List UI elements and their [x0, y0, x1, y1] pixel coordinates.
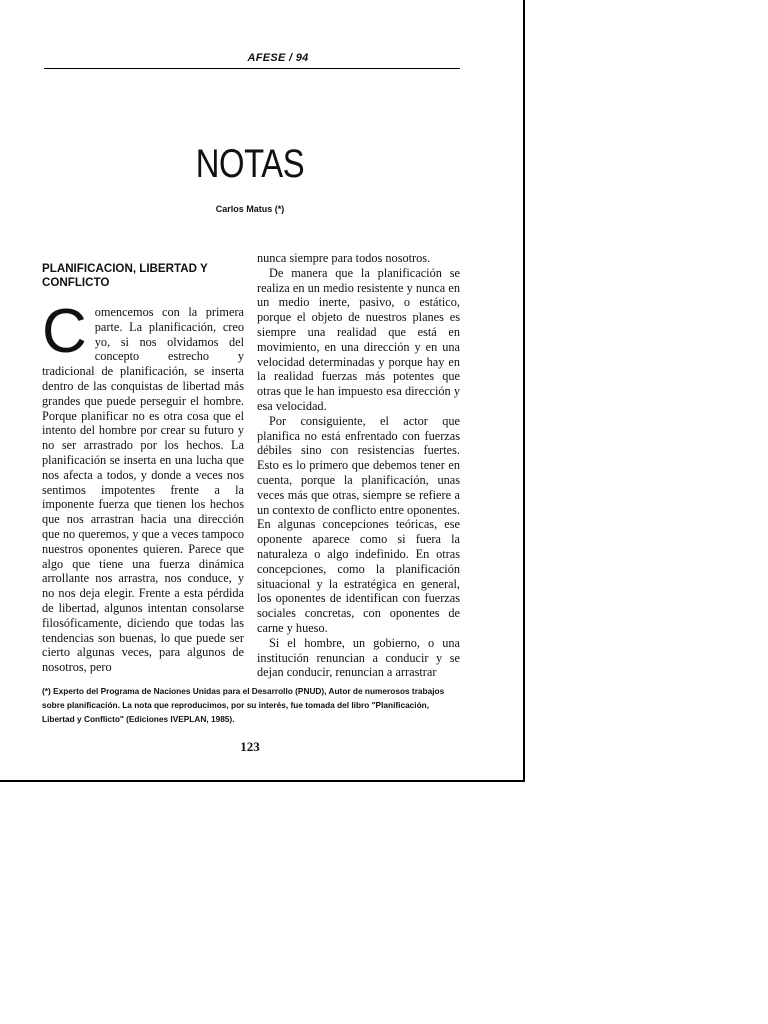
- section-heading: PLANIFICACION, LIBERTAD Y CONFLICTO: [42, 262, 208, 289]
- running-head: AFESE / 94: [247, 52, 309, 64]
- text-column-left: [42, 262, 244, 675]
- paragraph-text: omencemos con la primera parte. La planificación, creo yo, si nos olvidamos del concepto estrecho y tradicional de planificación, se inserta dentro de las conquistas de libertad más grandes que puede perseguir el hombre. Porque planificar no es otra cosa que el intento del hombre por crear su futuro y no ser arrastrado por los hechos. La planificación se inserta en una lucha que nos afecta a todos, y donde a veces nos sentimos impotentes frente a la imponente fuerza que tienen los hechos que nos arrastran hacia una dirección que no queremos, y que a veces tampoco nuestros oponentes quieren. Parece que algo que tiene una fuerza dinámica arrollante nos arrastra, nos conduce, y no nos deja elegir. Frente a esta pérdida de libertad, algunos intentan consolarse filosóficamente, diciendo que todas las tendencias son buenas, lo que puede ser cierto algunas veces, para algunos de nosotros, pero: [42, 305, 244, 675]
- footnote: [42, 684, 462, 726]
- page-number: 123: [240, 739, 260, 754]
- paragraph: Por consiguiente, el actor que planifica no está enfrentado con fuerzas débiles sino con resistencias fuertes. Esto es lo primero que debemos tener en cuenta, porque la planificación, unas veces más que otras, siempre se refiere a un contexto de conflicto entre oponentes. En algunas concepciones teóricas, ese oponente aparece como si fuera la naturaleza o algo indefinido. En otras concepciones, como la planificación situacional y la estratégica en general, los oponentes de identifican con fuerzas sociales concretas, con oponentes de carne y hueso.: [257, 413, 460, 635]
- page-title: NOTAS: [195, 142, 305, 186]
- author-byline: Carlos Matus (*): [215, 204, 285, 214]
- paragraph: [42, 297, 244, 675]
- header-rule: [44, 68, 460, 69]
- footnote-marker: (*): [42, 686, 51, 696]
- paragraph: nunca siempre para todos nosotros.: [257, 251, 431, 265]
- text-column-right: [257, 251, 460, 680]
- footnote-text: Experto del Programa de Naciones Unidas para el Desarrollo (PNUD), Autor de numerosos trabajos sobre planificación. La nota que reproducimos, por su interés, fue tomada del libro "Planificación, Libertad y Conflicto" (Ediciones IVEPLAN, 1985).: [42, 686, 445, 724]
- drop-cap: C: [42, 297, 87, 366]
- paragraph: Si el hombre, un gobierno, o una institución renuncian a conducir y se dejan conducir, renuncian a arrastrar: [257, 635, 460, 680]
- paragraph: De manera que la planificación se realiza en un medio resistente y nunca en un medio inerte, pasivo, o estático, porque el objeto de nuestros planes es siempre una realidad que está en movimiento, en una dirección y en una velocidad determinadas y porque hay en la realidad fuerzas más potentes que otras que le han impuesto esa dirección y esa velocidad.: [257, 265, 460, 413]
